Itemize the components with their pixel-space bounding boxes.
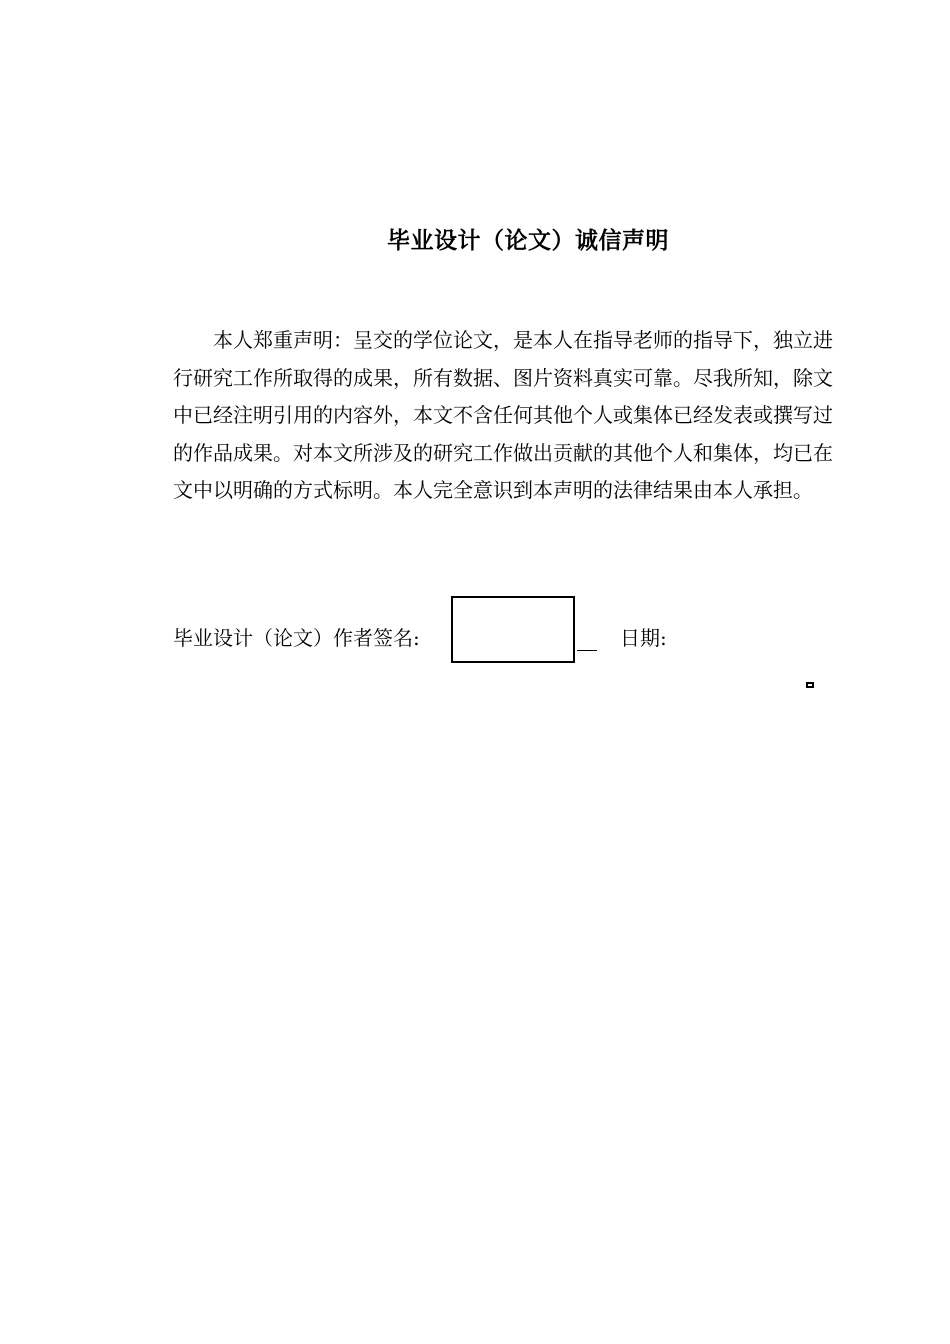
page-title: 毕业设计（论文）诚信声明	[387, 228, 669, 254]
small-marker	[806, 682, 814, 688]
signature-label: 毕业设计（论文）作者签名:	[173, 626, 420, 650]
signature-row	[173, 596, 833, 666]
signature-box[interactable]	[451, 596, 575, 663]
declaration-body: 本人郑重声明：呈交的学位论文，是本人在指导老师的指导下，独立进行研究工作所取得的成果，所有数据、图片资料真实可靠。尽我所知，除文中已经注明引用的内容外，本文不含任何其他个人或集体已经发表或撰写过的作品成果。对本文所涉及的研究工作做出贡献的其他个人和集体，均已在文中以明确的方式标明。本人完全意识到本声明的法律结果由本人承担。	[173, 328, 833, 503]
date-label: 日期:	[620, 626, 667, 650]
signature-underline	[577, 650, 597, 651]
